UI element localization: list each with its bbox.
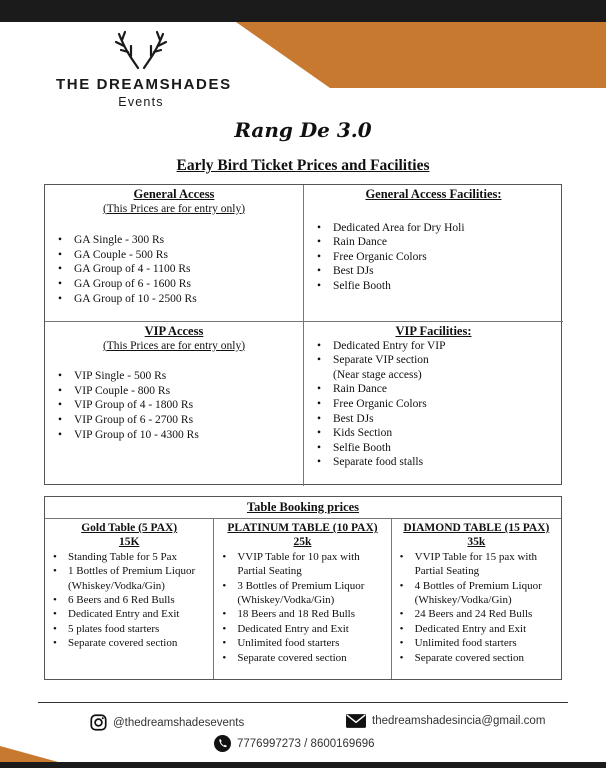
instagram-contact[interactable] xyxy=(90,714,244,731)
ticket-prices-grid xyxy=(44,184,562,485)
list-item: • VVIP Table for 15 pax with Partial Seating xyxy=(396,550,557,579)
list-item xyxy=(312,353,555,382)
list-item: • 5 plates food starters xyxy=(49,622,209,636)
list-item: • Best DJs xyxy=(312,264,555,279)
list-item: • Dedicated Entry for VIP xyxy=(312,339,555,354)
list-item: • Standing Table for 5 Pax xyxy=(49,550,209,564)
general-access-title: General Access xyxy=(133,187,215,201)
list-item: • Rain Dance xyxy=(312,235,555,250)
brand-logo xyxy=(56,30,232,109)
list-item: • Free Organic Colors xyxy=(312,397,555,412)
phone-numbers: 7776997273 / 8600169696 xyxy=(237,737,375,750)
list-item: • Dedicated Entry and Exit xyxy=(218,622,386,636)
list-item: • GA Group of 4 - 1100 Rs xyxy=(53,262,295,277)
table-price: 15K xyxy=(118,536,140,549)
vip-facilities-list xyxy=(312,339,555,470)
list-item: • Dedicated Entry and Exit xyxy=(49,607,209,621)
table-features-list xyxy=(218,550,386,665)
vip-access-note: (This Prices are for entry only) xyxy=(102,339,246,352)
list-item: • Best DJs xyxy=(312,412,555,427)
footer-divider xyxy=(38,702,568,703)
list-item: • 4 Bottles of Premium Liquor (Whiskey/Vodka/Gin) xyxy=(396,579,557,608)
list-item: • Unlimited food starters xyxy=(396,636,557,650)
event-title: Rang De 3.0 xyxy=(234,118,372,142)
list-item: • Separate covered section xyxy=(218,651,386,665)
list-item: • VIP Single - 500 Rs xyxy=(53,369,295,384)
list-item: • Kids Section xyxy=(312,426,555,441)
list-item: • GA Couple - 500 Rs xyxy=(53,248,295,263)
table-price: 35k xyxy=(467,536,486,549)
instagram-handle: @thedreamshadesevents xyxy=(113,716,245,729)
table-name: PLATINUM TABLE (10 PAX) xyxy=(227,522,378,534)
list-item: • 1 Bottles of Premium Liquor (Whiskey/Vodka/Gin) xyxy=(49,564,209,593)
general-facilities-cell xyxy=(304,185,563,322)
footer-dark-bar xyxy=(0,762,606,768)
list-item: • VVIP Table for 10 pax with Partial Seating xyxy=(218,550,386,579)
list-item: • 24 Beers and 24 Red Bulls xyxy=(396,607,557,621)
list-item: • Free Organic Colors xyxy=(312,250,555,265)
list-item-text: Separate VIP section xyxy=(333,354,429,367)
instagram-icon xyxy=(90,714,107,731)
vip-facilities-title: VIP Facilities: xyxy=(395,324,472,338)
general-access-note: (This Prices are for entry only) xyxy=(102,202,246,215)
list-item: • 18 Beers and 18 Red Bulls xyxy=(218,607,386,621)
list-item: • Dedicated Area for Dry Holi xyxy=(312,221,555,236)
list-item-subtext: (Near stage access) xyxy=(333,368,422,381)
list-item: • VIP Group of 10 - 4300 Rs xyxy=(53,428,295,443)
table-features-list xyxy=(49,550,209,651)
brand-name: THE DREAMSHADES xyxy=(56,76,232,93)
list-item: • VIP Group of 4 - 1800 Rs xyxy=(53,398,295,413)
table-name: Gold Table (5 PAX) xyxy=(81,522,178,534)
list-item: • Unlimited food starters xyxy=(218,636,386,650)
list-item: • 6 Beers and 6 Red Bulls xyxy=(49,593,209,607)
list-item: • GA Group of 6 - 1600 Rs xyxy=(53,277,295,292)
table-price: 25k xyxy=(293,536,312,549)
list-item: • 3 Bottles of Premium Liquor (Whiskey/Vodka/Gin) xyxy=(218,579,386,608)
list-item: • Selfie Booth xyxy=(312,279,555,294)
vip-access-title: VIP Access xyxy=(144,324,204,338)
table-booking-columns xyxy=(45,519,561,679)
list-item: • Rain Dance xyxy=(312,382,555,397)
list-item: • Separate covered section xyxy=(49,636,209,650)
email-contact[interactable] xyxy=(346,714,545,728)
vip-facilities-cell xyxy=(304,322,563,486)
vip-access-cell xyxy=(45,322,304,486)
envelope-icon xyxy=(346,714,366,728)
general-access-list xyxy=(53,233,295,306)
list-item: • Dedicated Entry and Exit xyxy=(396,622,557,636)
vip-access-list xyxy=(53,369,295,442)
table-booking-title: Table Booking prices xyxy=(45,497,561,519)
list-item: • GA Single - 300 Rs xyxy=(53,233,295,248)
list-item: • GA Group of 10 - 2500 Rs xyxy=(53,292,295,307)
brand-subtitle: Events xyxy=(118,95,164,109)
list-item: • VIP Couple - 800 Rs xyxy=(53,384,295,399)
list-item: • Selfie Booth xyxy=(312,441,555,456)
general-access-cell xyxy=(45,185,304,322)
platinum-table-column xyxy=(214,519,391,679)
list-item: • VIP Group of 6 - 2700 Rs xyxy=(53,413,295,428)
diamond-table-column xyxy=(392,519,561,679)
page-heading: Early Bird Ticket Prices and Facilities xyxy=(176,157,430,174)
list-item: • Separate food stalls xyxy=(312,455,555,470)
antlers-logo-icon xyxy=(111,30,171,70)
gold-table-column xyxy=(45,519,214,679)
list-item: • Separate covered section xyxy=(396,651,557,665)
general-facilities-title: General Access Facilities: xyxy=(365,187,502,201)
email-address: thedreamshadesincia@gmail.com xyxy=(372,715,546,727)
general-facilities-list xyxy=(312,221,555,294)
table-name: DIAMOND TABLE (15 PAX) xyxy=(403,522,550,534)
table-features-list xyxy=(396,550,557,665)
table-booking-section xyxy=(44,496,562,680)
